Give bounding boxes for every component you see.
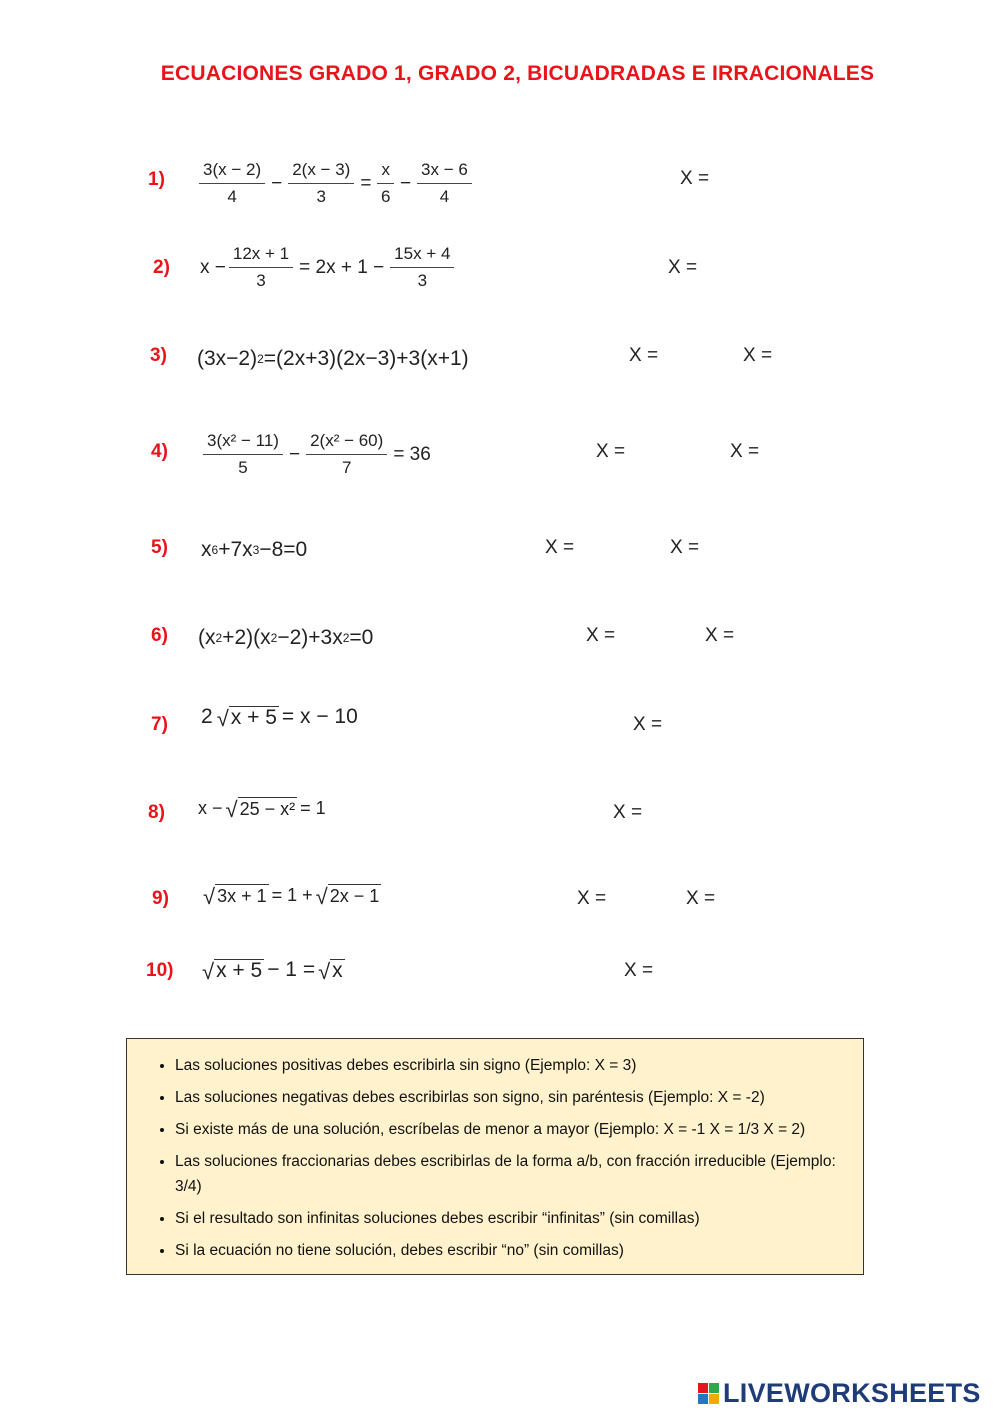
answer-label[interactable]: X = xyxy=(686,888,716,909)
sqrt-symbol: √ x xyxy=(318,958,343,984)
sqrt-symbol: √ 2x − 1 xyxy=(315,884,380,909)
exercise-number: 3) xyxy=(150,345,167,366)
exercise-number: 6) xyxy=(151,625,168,646)
answer-label[interactable]: X = xyxy=(633,714,663,735)
exercise-number: 2) xyxy=(153,257,170,278)
answer-label[interactable]: X = xyxy=(577,888,607,909)
answer-label[interactable]: X = xyxy=(670,537,700,558)
answer-label[interactable]: X = xyxy=(545,537,575,558)
answer-label[interactable]: X = xyxy=(613,802,643,823)
instruction-item: • Las soluciones positivas debes escribirla sin signo (Ejemplo: X = 3) xyxy=(175,1053,847,1078)
exercise-number: 7) xyxy=(151,714,168,735)
answer-label[interactable]: X = xyxy=(680,168,710,189)
brand-name: LIVEWORKSHEETS xyxy=(723,1378,981,1408)
liveworksheets-logo xyxy=(698,1378,981,1409)
instruction-item: • Si la ecuación no tiene solución, debes escribir “no” (sin comillas) xyxy=(175,1238,847,1263)
liveworksheets-logo-icon xyxy=(698,1383,719,1404)
instruction-item: • Si el resultado son infinitas soluciones debes escribir “infinitas” (sin comillas) xyxy=(175,1206,847,1231)
exercise-number: 5) xyxy=(151,537,168,558)
page-title: ECUACIONES GRADO 1, GRADO 2, BICUADRADAS E IRRACIONALES xyxy=(160,62,875,85)
equation-5: x 6 +7x 3 −8=0 xyxy=(201,538,308,561)
equation-9: √ 3x + 1 = 1 + √ 2x − 1 xyxy=(203,884,380,909)
equation-3: (3x−2) 2 =(2x+3)(2x−3)+3(x+1) xyxy=(197,347,469,370)
sqrt-symbol: √ x + 5 xyxy=(202,958,263,984)
equation-4: $\frac{\text{3(x² − 11)}}{5}$ − $\frac{\text{2(x² − 60)}}{7}$ = 36 xyxy=(200,431,434,478)
answer-label[interactable]: X = xyxy=(668,257,698,278)
exercise-number: 8) xyxy=(148,802,165,823)
equation-10: √ x + 5 − 1 = √ x xyxy=(202,958,343,984)
sqrt-symbol: √ x + 5 xyxy=(216,705,277,731)
equation-8: x − √ 25 − x² = 1 xyxy=(198,797,326,822)
instruction-item: • Las soluciones negativas debes escribirlas son signo, sin paréntesis (Ejemplo: X = -2) xyxy=(175,1085,847,1110)
instructions-list xyxy=(149,1053,847,1263)
answer-label[interactable]: X = xyxy=(705,625,735,646)
answer-label[interactable]: X = xyxy=(586,625,616,646)
answer-label[interactable]: X = xyxy=(730,441,760,462)
equation-1: $\frac{3(x - 2)}{4}$ − $\frac{2(x - 3)}{3}$ = $\frac{x}{6}$ − $\frac{3x - 6}{4}$ xyxy=(196,160,475,207)
answer-label[interactable]: X = xyxy=(596,441,626,462)
answer-label[interactable]: X = xyxy=(624,960,654,981)
answer-label[interactable]: X = xyxy=(743,345,773,366)
equation-7: 2 √ x + 5 = x − 10 xyxy=(201,705,358,731)
equation-2: x − $\frac{12x + 1}{3}$ = 2x + 1 − $\frac{15x + 4}{3}$ xyxy=(200,244,457,291)
equation-6: (x 2 +2)(x 2 −2)+3x 2 =0 xyxy=(198,626,374,649)
instructions-box xyxy=(126,1038,864,1275)
answer-label[interactable]: X = xyxy=(629,345,659,366)
sqrt-symbol: √ 25 − x² xyxy=(225,797,296,822)
instruction-item: • Si existe más de una solución, escríbelas de menor a mayor (Ejemplo: X = -1 X = 1/3 X = 2) xyxy=(175,1117,847,1142)
instruction-item: • Las soluciones fraccionarias debes escribirlas de la forma a/b, con fracción irreducible (Ejemplo: 3/4) xyxy=(175,1149,847,1199)
exercise-number: 4) xyxy=(151,441,168,462)
exercise-number: 9) xyxy=(152,888,169,909)
sqrt-symbol: √ 3x + 1 xyxy=(203,884,267,909)
exercise-number: 10) xyxy=(146,960,174,981)
exercise-number: 1) xyxy=(148,169,165,190)
